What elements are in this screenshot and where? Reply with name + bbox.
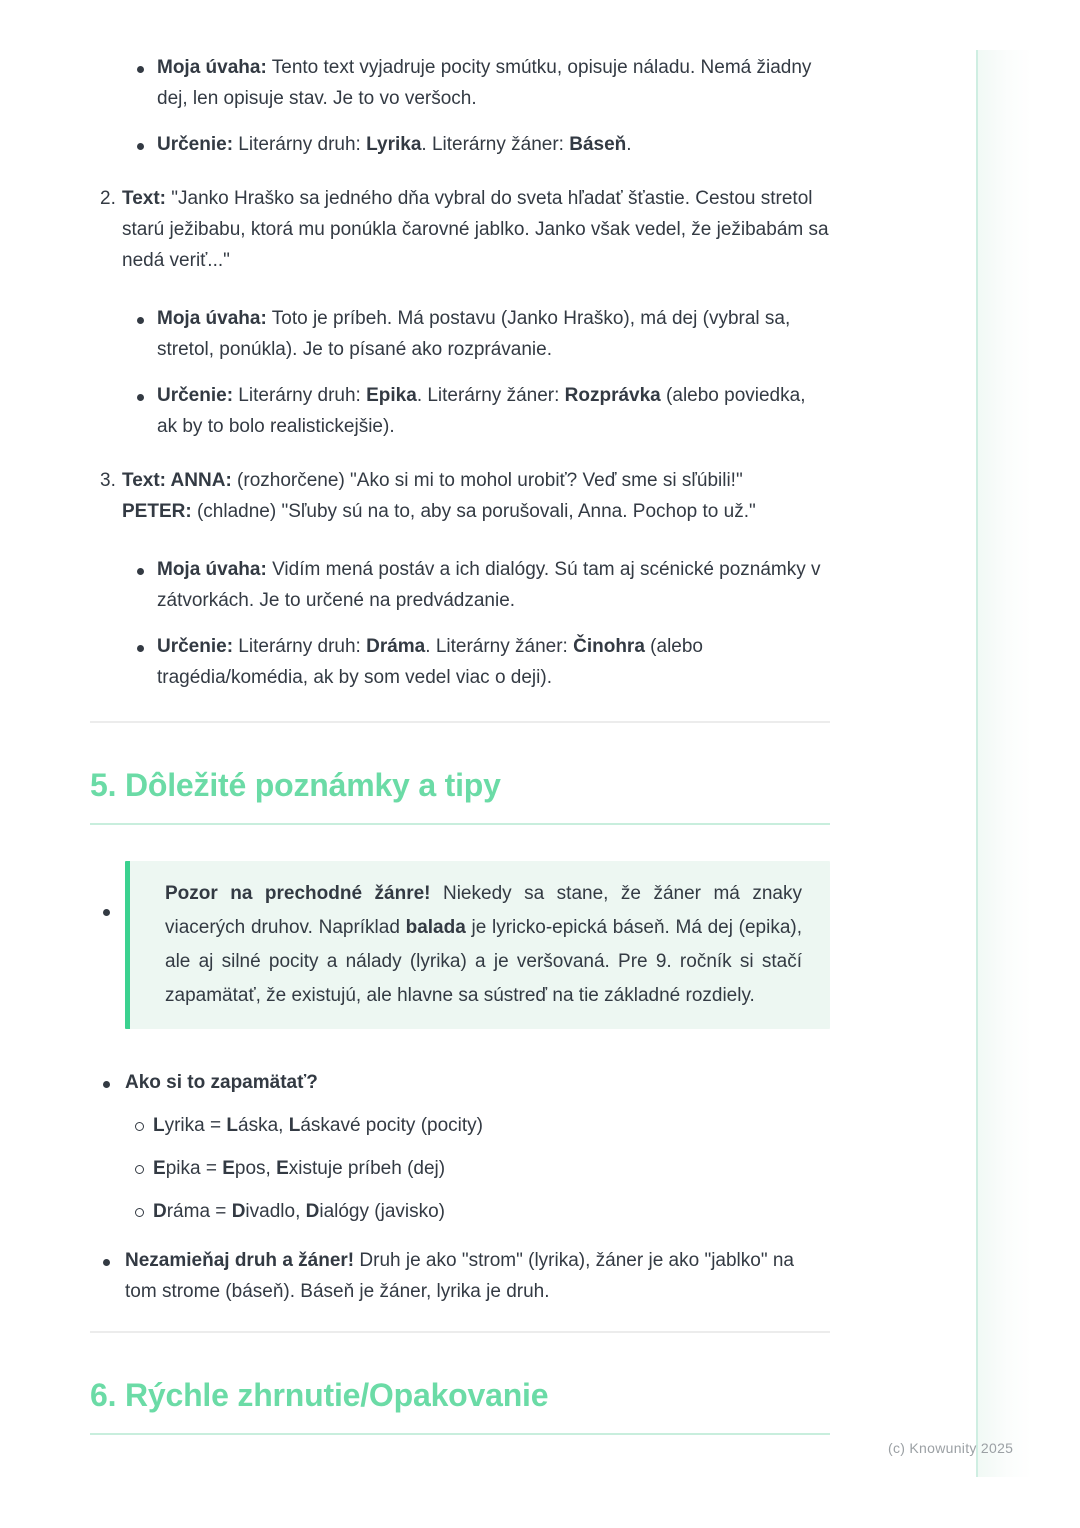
bullet-item: [90, 1067, 830, 1098]
text-segment: Druh je ako "strom" (lyrika), žáner je ako "jablko" na tom strome (báseň). Báseň je žáner, lyrika je druh.: [125, 1250, 794, 1302]
list-item-text: [153, 1153, 830, 1184]
text-segment: .: [626, 134, 632, 155]
text-segment: Literárny druh:: [233, 636, 367, 657]
bullet-icon: [137, 394, 144, 401]
text-segment: (alebo tragédia/komédia, ak by som vedel viac o deji).: [157, 636, 703, 688]
text-segment: L: [153, 1115, 165, 1136]
text-segment: PETER:: [122, 501, 192, 522]
mnemonic-item: [90, 1110, 830, 1141]
text-segment: L: [288, 1115, 301, 1136]
text-segment: Toto je príbeh. Má postavu (Janko Hraško), má dej (vybral sa, stretol, ponúkla). Je to písané ako rozprávanie.: [157, 308, 791, 360]
list-item-text: [157, 129, 830, 160]
text-segment: Lyrika: [366, 134, 422, 155]
text-segment: Literárny druh:: [233, 134, 367, 155]
numbered-list-item: [90, 465, 830, 527]
sub-bullet-item: [90, 380, 830, 442]
list-number: 2.: [100, 188, 116, 209]
mnemonic-item: [90, 1196, 830, 1227]
bullet-marker: [137, 52, 157, 83]
list-item-text: [157, 631, 830, 693]
list-item-text: [153, 1196, 830, 1227]
bullet-marker: [103, 1067, 125, 1098]
text-segment: Niekedy sa stane, že žáner má znaky viacerých druhov. Napríklad: [165, 883, 802, 938]
list-item-text: [122, 465, 830, 527]
text-segment: . Literárny žáner:: [421, 134, 570, 155]
text-segment: E: [153, 1158, 166, 1179]
text-segment: E: [222, 1158, 235, 1179]
bullet-marker: [137, 554, 157, 585]
list-item-text: [122, 183, 830, 276]
bullet-icon: [137, 143, 144, 150]
section-heading: 5. Dôležité poznámky a tipy: [90, 767, 501, 803]
text-segment: je lyricko-epická báseň. Má dej (epika), ale aj silné pocity a nálady (lyrika) a je veršovaná. Pre 9. ročník si stačí zapamätať, že existujú, ale hlavne sa sústreď na tie základné rozdiely.: [165, 917, 802, 1006]
mnemonic-item: [90, 1153, 830, 1184]
list-item-text: [157, 52, 830, 114]
bullet-icon: [103, 909, 110, 916]
text-segment: Vidím mená postáv a ich dialógy. Sú tam aj scénické poznámky v zátvorkách. Je to určené na predvádzanie.: [157, 559, 821, 611]
text-segment: Text: ANNA:: [122, 470, 232, 491]
sub-bullet-item: [90, 631, 830, 693]
callout-box: [125, 861, 830, 1029]
sub-bullet-item: [90, 303, 830, 365]
text-segment: Činohra: [573, 636, 645, 657]
circle-bullet-icon: [135, 1122, 144, 1131]
text-segment: D: [305, 1201, 320, 1222]
text-segment: (alebo poviedka, ak by to bolo realistickejšie).: [157, 385, 806, 437]
bullet-marker: [103, 895, 125, 926]
bullet-marker: [103, 1245, 125, 1276]
section-divider: [90, 721, 830, 723]
list-item-text: [125, 1067, 830, 1098]
text-segment: áskavé pocity (pocity): [300, 1115, 483, 1136]
heading-rule: [90, 1433, 830, 1435]
text-segment: Literárny druh:: [233, 385, 367, 406]
bullet-icon: [137, 66, 144, 73]
text-segment: Určenie:: [157, 636, 234, 657]
text-segment: Dráma: [366, 636, 426, 657]
bullet-marker: [137, 380, 157, 411]
section-heading: 6. Rýchle zhrnutie/Opakovanie: [90, 1377, 549, 1413]
bullet-icon: [137, 645, 144, 652]
list-item-text: [153, 1110, 830, 1141]
text-segment: pos,: [234, 1158, 277, 1179]
text-segment: L: [226, 1115, 238, 1136]
text-segment: (rozhorčene) "Ako si mi to mohol urobiť? Veď sme si sľúbili!": [231, 470, 743, 491]
text-segment: Určenie:: [157, 134, 234, 155]
text-segment: Určenie:: [157, 385, 234, 406]
text-segment: . Literárny žáner:: [425, 636, 574, 657]
section-divider: [90, 1331, 830, 1333]
text-segment: . Literárny žáner:: [416, 385, 565, 406]
text-segment: ráma =: [166, 1201, 232, 1222]
heading-rule: [90, 823, 830, 825]
text-segment: (chladne) "Sľuby sú na to, aby sa porušovali, Anna. Pochop to už.": [191, 501, 756, 522]
callout-note: [90, 861, 830, 1029]
text-segment: Text:: [122, 188, 166, 209]
bullet-marker: [135, 1196, 153, 1227]
text-segment: Rozprávka: [564, 385, 661, 406]
section-heading-block: [90, 1373, 830, 1435]
text-segment: Nezamieňaj druh a žáner!: [125, 1250, 355, 1271]
bullet-marker: [135, 1153, 153, 1184]
text-segment: xistuje príbeh (dej): [288, 1158, 446, 1179]
bullet-marker: [137, 303, 157, 334]
list-item-text: [157, 380, 830, 442]
text-segment: E: [276, 1158, 289, 1179]
text-segment: D: [231, 1201, 246, 1222]
text-segment: ivadlo,: [245, 1201, 306, 1222]
bullet-marker: [135, 1110, 153, 1141]
list-item-text: [157, 554, 830, 616]
bullet-marker: [137, 631, 157, 662]
text-segment: Tento text vyjadruje pocity smútku, opisuje náladu. Nemá žiadny dej, len opisuje stav. Je to vo veršoch.: [157, 57, 812, 109]
list-item-text: [125, 1245, 830, 1307]
text-segment: áska,: [238, 1115, 289, 1136]
circle-bullet-icon: [135, 1165, 144, 1174]
numbered-list-item: [90, 183, 830, 276]
text-segment: Epika: [366, 385, 417, 406]
text-segment: "Janko Hraško sa jedného dňa vybral do sveta hľadať šťastie. Cestou stretol starú ježibabu, ktorá mu ponúkla čarovné jablko. Janko však vedel, že ježibabám sa nedá veriť...": [122, 188, 829, 271]
section-heading-block: [90, 763, 830, 825]
text-segment: balada: [405, 917, 466, 938]
text-segment: Moja úvaha:: [157, 308, 267, 329]
sub-bullet-item: [90, 554, 830, 616]
copyright-footer: (c) Knowunity 2025: [888, 1440, 1014, 1456]
circle-bullet-icon: [135, 1208, 144, 1217]
page-edge-accent: [976, 50, 1032, 1477]
bullet-icon: [103, 1259, 110, 1266]
text-segment: Pozor na prechodné žánre!: [165, 883, 431, 904]
text-segment: Moja úvaha:: [157, 57, 267, 78]
text-segment: ialógy (javisko): [319, 1201, 446, 1222]
bullet-icon: [137, 568, 144, 575]
text-segment: pika =: [165, 1158, 223, 1179]
sub-bullet-item: [90, 52, 830, 114]
bullet-icon: [103, 1081, 110, 1088]
text-segment: Báseň: [569, 134, 627, 155]
bullet-marker: [137, 129, 157, 160]
document-content: [90, 52, 830, 1435]
bullet-icon: [137, 317, 144, 324]
sub-bullet-item: [90, 129, 830, 160]
text-segment: Ako si to zapamätať?: [125, 1072, 318, 1093]
bullet-item: [90, 1245, 830, 1307]
list-number: 3.: [100, 470, 116, 491]
list-item-text: [157, 303, 830, 365]
text-segment: Moja úvaha:: [157, 559, 267, 580]
text-segment: D: [153, 1201, 167, 1222]
text-segment: yrika =: [164, 1115, 227, 1136]
